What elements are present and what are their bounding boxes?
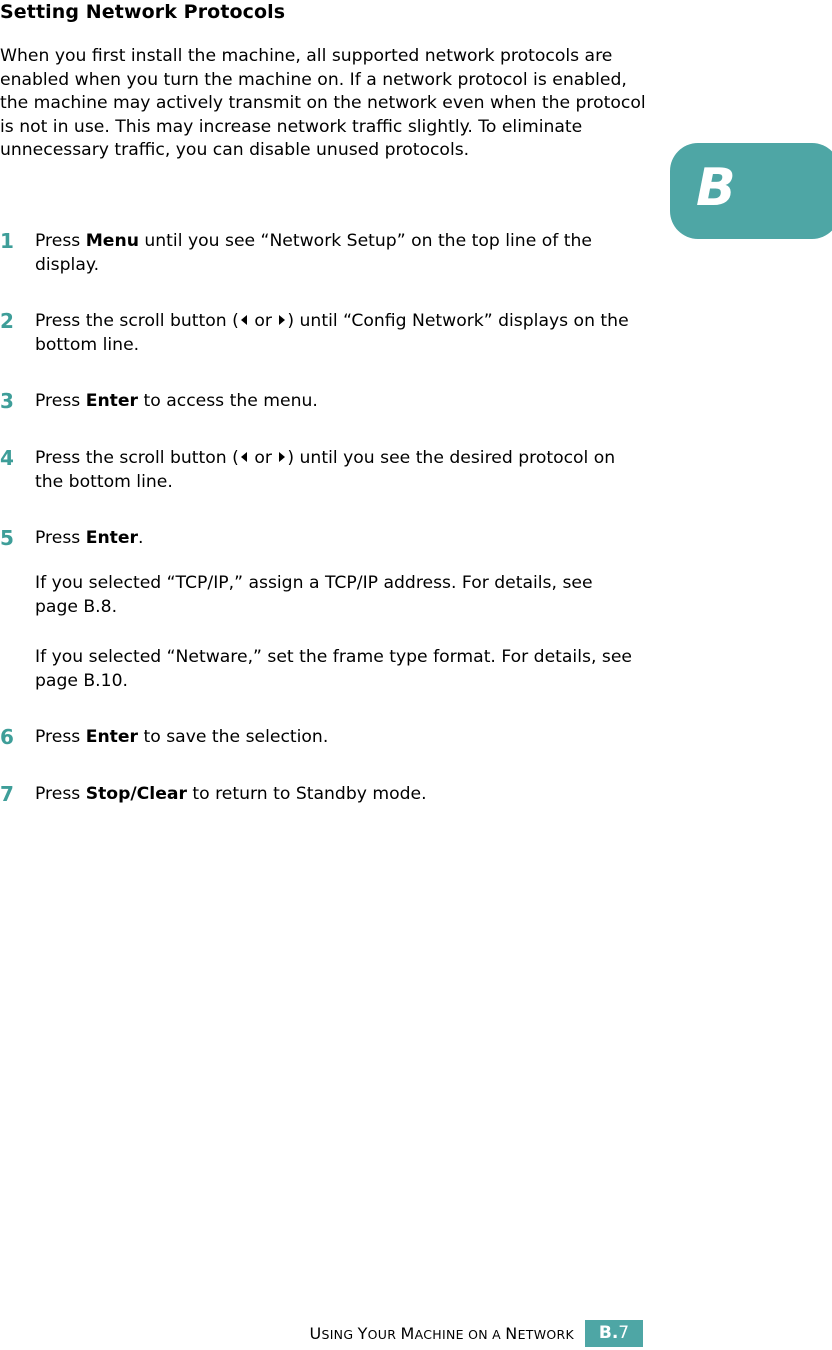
step-number: 1 [0,229,14,253]
step-number: 3 [0,389,14,413]
step-text: Press Enter. [35,528,144,548]
right-arrow-icon [279,315,285,325]
note-tcpip: If you selected “TCP/IP,” assign a TCP/IP address. For details, see page B.8. [35,573,593,617]
step-2 [0,309,640,357]
step-text: Press Enter to save the selection. [35,727,329,747]
step-number: 4 [0,446,14,470]
step-4 [0,446,640,494]
enter-key-label: Enter [85,528,139,548]
step-number: 6 [0,725,14,749]
page-title: Setting Network Protocols [0,1,286,23]
chapter-tab-letter: B [696,158,736,218]
step-text: Press Stop/Clear to return to Standby mode. [35,784,427,804]
step-7 [0,782,640,806]
menu-key-label: Menu [85,231,139,251]
step-text: Press Menu until you see “Network Setup” on the top line of the display. [35,231,592,275]
step-5 [0,526,640,550]
right-arrow-icon [279,452,285,462]
step-text: Press Enter to access the menu. [35,391,318,411]
step-text: Press the scroll button ( or ) until you see the desired protocol on the bottom line. [35,448,616,492]
page-number-badge: B.7 [585,1320,643,1347]
step-number: 2 [0,309,14,333]
intro-paragraph: When you first install the machine, all supported network protocols are enabled when you turn the machine on. If a network protocol is enabled, the machine may actively transmit on the network even when the protocol is not in use. This may increase network traffic slightly. To eliminate unnecessary traffic, you can disable unused protocols. [0,46,646,161]
step-3 [0,389,640,413]
step-number: 7 [0,782,14,806]
stop-clear-key-label: Stop/Clear [85,784,187,804]
step-number: 5 [0,526,14,550]
step-6 [0,725,640,749]
left-arrow-icon [241,452,247,462]
footer-section-title: USING YOUR MACHINE ON A NETWORK [309,1324,574,1343]
note-netware: If you selected “Netware,” set the frame type format. For details, see page B.10. [35,647,632,691]
enter-key-label: Enter [85,391,139,411]
enter-key-label: Enter [85,727,139,747]
step-text: Press the scroll button ( or ) until “Config Network” displays on the bottom line. [35,311,629,355]
step-1 [0,229,640,277]
chapter-tab [670,143,832,239]
left-arrow-icon [241,315,247,325]
